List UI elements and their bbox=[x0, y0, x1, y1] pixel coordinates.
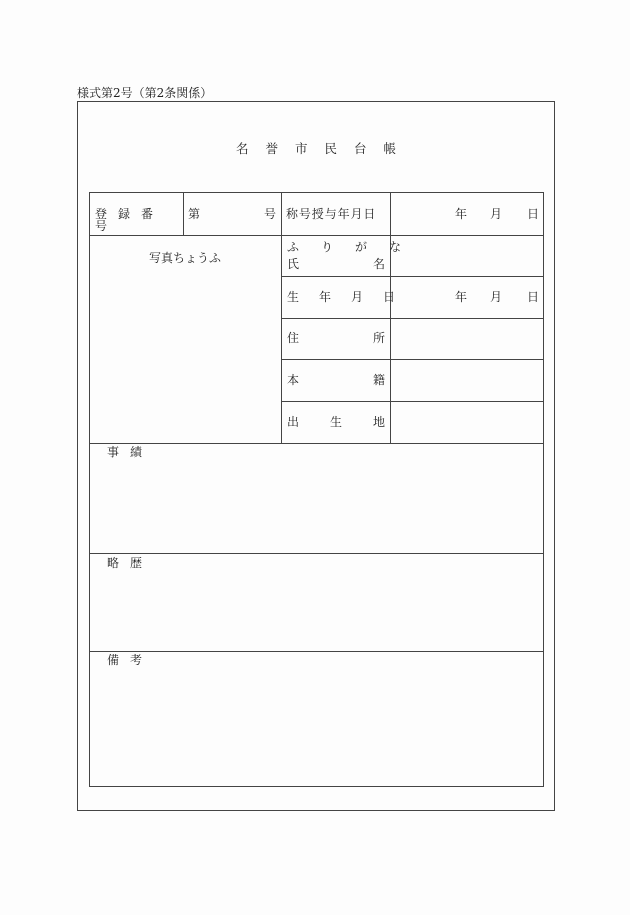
number-suffix: 号 bbox=[264, 207, 277, 221]
grant-year-unit: 年 bbox=[455, 207, 468, 221]
birth-date-label: 生年月日 bbox=[287, 290, 416, 304]
form-caption: 様式第2号（第2条関係） bbox=[77, 86, 213, 100]
birth-month-unit: 月 bbox=[490, 290, 503, 304]
number-prefix: 第 bbox=[188, 207, 201, 221]
address-label: 住所 bbox=[287, 331, 460, 345]
title-grant-date-label: 称号授与年月日 bbox=[286, 207, 377, 221]
remarks-label: 備考 bbox=[107, 653, 154, 667]
furigana-label: ふりがな bbox=[287, 240, 424, 254]
domicile-label: 本籍 bbox=[287, 373, 460, 387]
grant-month-unit: 月 bbox=[490, 207, 503, 221]
registration-number-label: 登録番号 bbox=[95, 207, 165, 233]
form-title: 名誉市民台帳 bbox=[235, 141, 413, 156]
birth-year-unit: 年 bbox=[455, 290, 468, 304]
grant-day-unit: 日 bbox=[527, 207, 540, 221]
career-label: 略歴 bbox=[107, 556, 154, 570]
achievements-label: 事績 bbox=[107, 445, 154, 459]
birth-day-unit: 日 bbox=[527, 290, 540, 304]
birthplace-label: 出生地 bbox=[287, 415, 417, 429]
name-label: 氏名 bbox=[287, 257, 460, 271]
photo-label: 写真ちょうふ bbox=[149, 251, 222, 265]
